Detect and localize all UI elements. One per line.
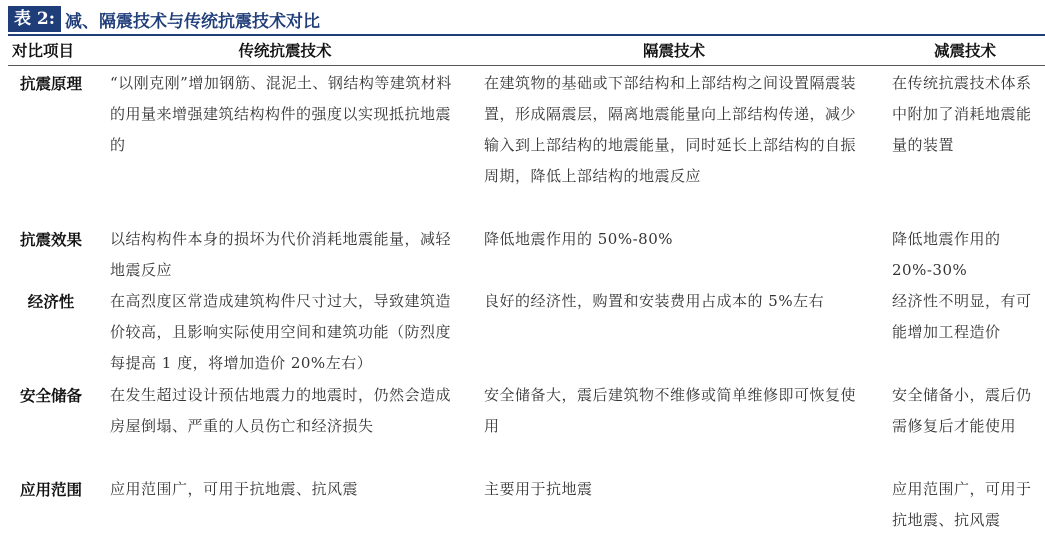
table-number-label: 表 2: [8, 6, 61, 32]
cell-effect-traditional: 以结构构件本身的损坏为代价消耗地震能量，减轻地震反应 [110, 230, 452, 279]
cell-safety-isolation: 安全储备大，震后建筑物不维修或简单维修即可恢复使用 [484, 386, 857, 435]
header-damping: 减震技术 [933, 41, 996, 60]
cell-principle-damping: 在传统抗震技术体系中附加了消耗地震能量的装置 [892, 74, 1032, 154]
cell-safety-traditional: 在发生超过设计预估地震力的地震时，仍然会造成房屋倒塌、严重的人员伤亡和经济损失 [110, 386, 452, 435]
row-label-effect: 抗震效果 [19, 230, 82, 249]
header-isolation: 隔震技术 [642, 41, 705, 60]
cell-effect-damping: 降低地震作用的 20%-30% [892, 230, 1001, 279]
row-label-principle: 抗震原理 [19, 74, 82, 93]
cell-scope-traditional: 应用范围广，可用于抗地震、抗风震 [110, 480, 359, 498]
cell-principle-traditional: “以刚克刚”增加钢筋、混泥土、钢结构等建筑材料的用量来增强建筑结构构件的强度以实现抵抗地震的 [110, 74, 452, 154]
header-traditional: 传统抗震技术 [238, 41, 332, 60]
cell-principle-isolation: 在建筑物的基础或下部结构和上部结构之间设置隔震装置，形成隔震层，隔离地震能量向上部结构传递，减少输入到上部结构的地震能量，同时延长上部结构的自振周期，降低上部结构的地震反应 [484, 74, 857, 185]
cell-economy-isolation: 良好的经济性，购置和安装费用占成本的 5%左右 [484, 292, 825, 310]
cell-economy-traditional: 在高烈度区常造成建筑构件尺寸过大，导致建筑造价较高，且影响实际使用空间和建筑功能（防烈度每提高 1 度，将增加造价 20%左右） [110, 292, 452, 372]
row-label-scope: 应用范围 [19, 480, 82, 499]
table-title-text: 减、隔震技术与传统抗震技术对比 [65, 11, 321, 32]
cell-safety-damping: 安全储备小，震后仍需修复后才能使用 [892, 386, 1032, 435]
cell-effect-isolation: 降低地震作用的 50%-80% [484, 230, 674, 248]
row-label-economy: 经济性 [27, 292, 75, 311]
cell-economy-damping: 经济性不明显，有可能增加工程造价 [892, 292, 1032, 341]
header-divider [8, 65, 1045, 66]
cell-scope-damping: 应用范围广，可用于抗地震、抗风震 [892, 480, 1032, 529]
title-divider [8, 34, 1045, 36]
row-label-safety: 安全储备 [19, 386, 82, 405]
table-title [8, 6, 320, 32]
header-item: 对比项目 [12, 41, 75, 60]
cell-scope-isolation: 主要用于抗地震 [484, 480, 593, 498]
